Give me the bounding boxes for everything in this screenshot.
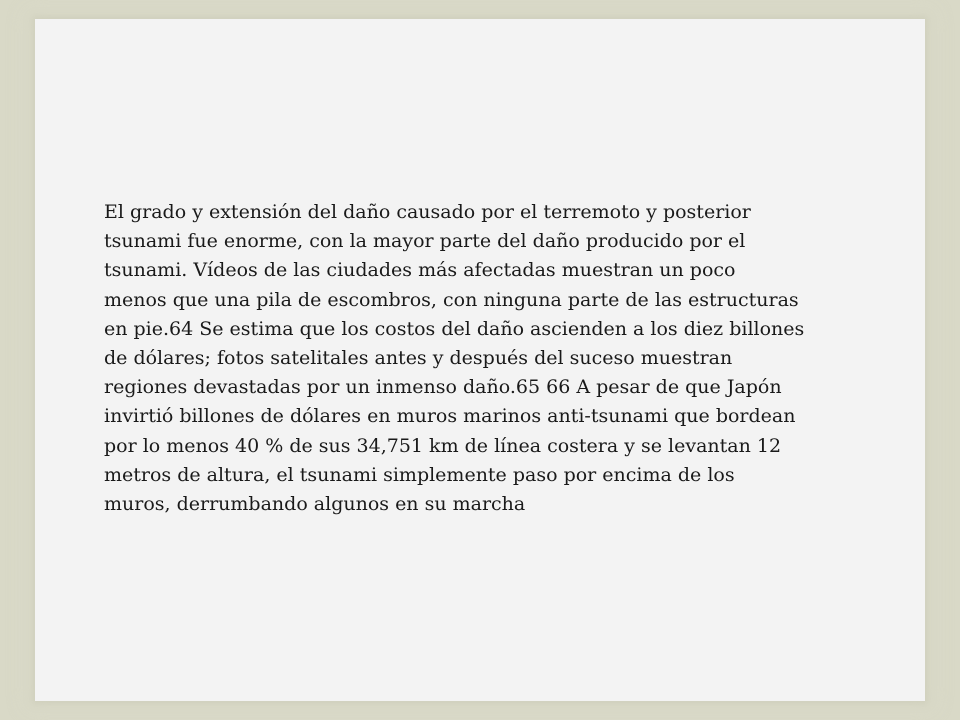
body-line: metros de altura, el tsunami simplemente paso por encima de los <box>104 463 735 486</box>
body-line: tsunami fue enorme, con la mayor parte del daño producido por el <box>104 230 746 253</box>
body-line: regiones devastadas por un inmenso daño.65 66 A pesar de que Japón <box>104 376 782 399</box>
body-line: El grado y extensión del daño causado por el terremoto y posterior <box>104 201 751 223</box>
body-line: por lo menos 40 % de sus 34,751 km de línea costera y se levantan 12 <box>104 434 782 457</box>
body-line: muros, derrumbando algunos en su marcha <box>104 493 526 516</box>
body-line: menos que una pila de escombros, con ninguna parte de las estructuras <box>104 288 799 311</box>
body-text <box>104 198 894 519</box>
body-line: invirtió billones de dólares en muros marinos anti-tsunami que bordean <box>104 405 796 428</box>
body-line: de dólares; fotos satelitales antes y después del suceso muestran <box>104 347 733 370</box>
body-line: en pie.64 Se estima que los costos del daño ascienden a los diez billones <box>104 317 805 340</box>
body-line: tsunami. Vídeos de las ciudades más afectadas muestran un poco <box>104 259 736 282</box>
